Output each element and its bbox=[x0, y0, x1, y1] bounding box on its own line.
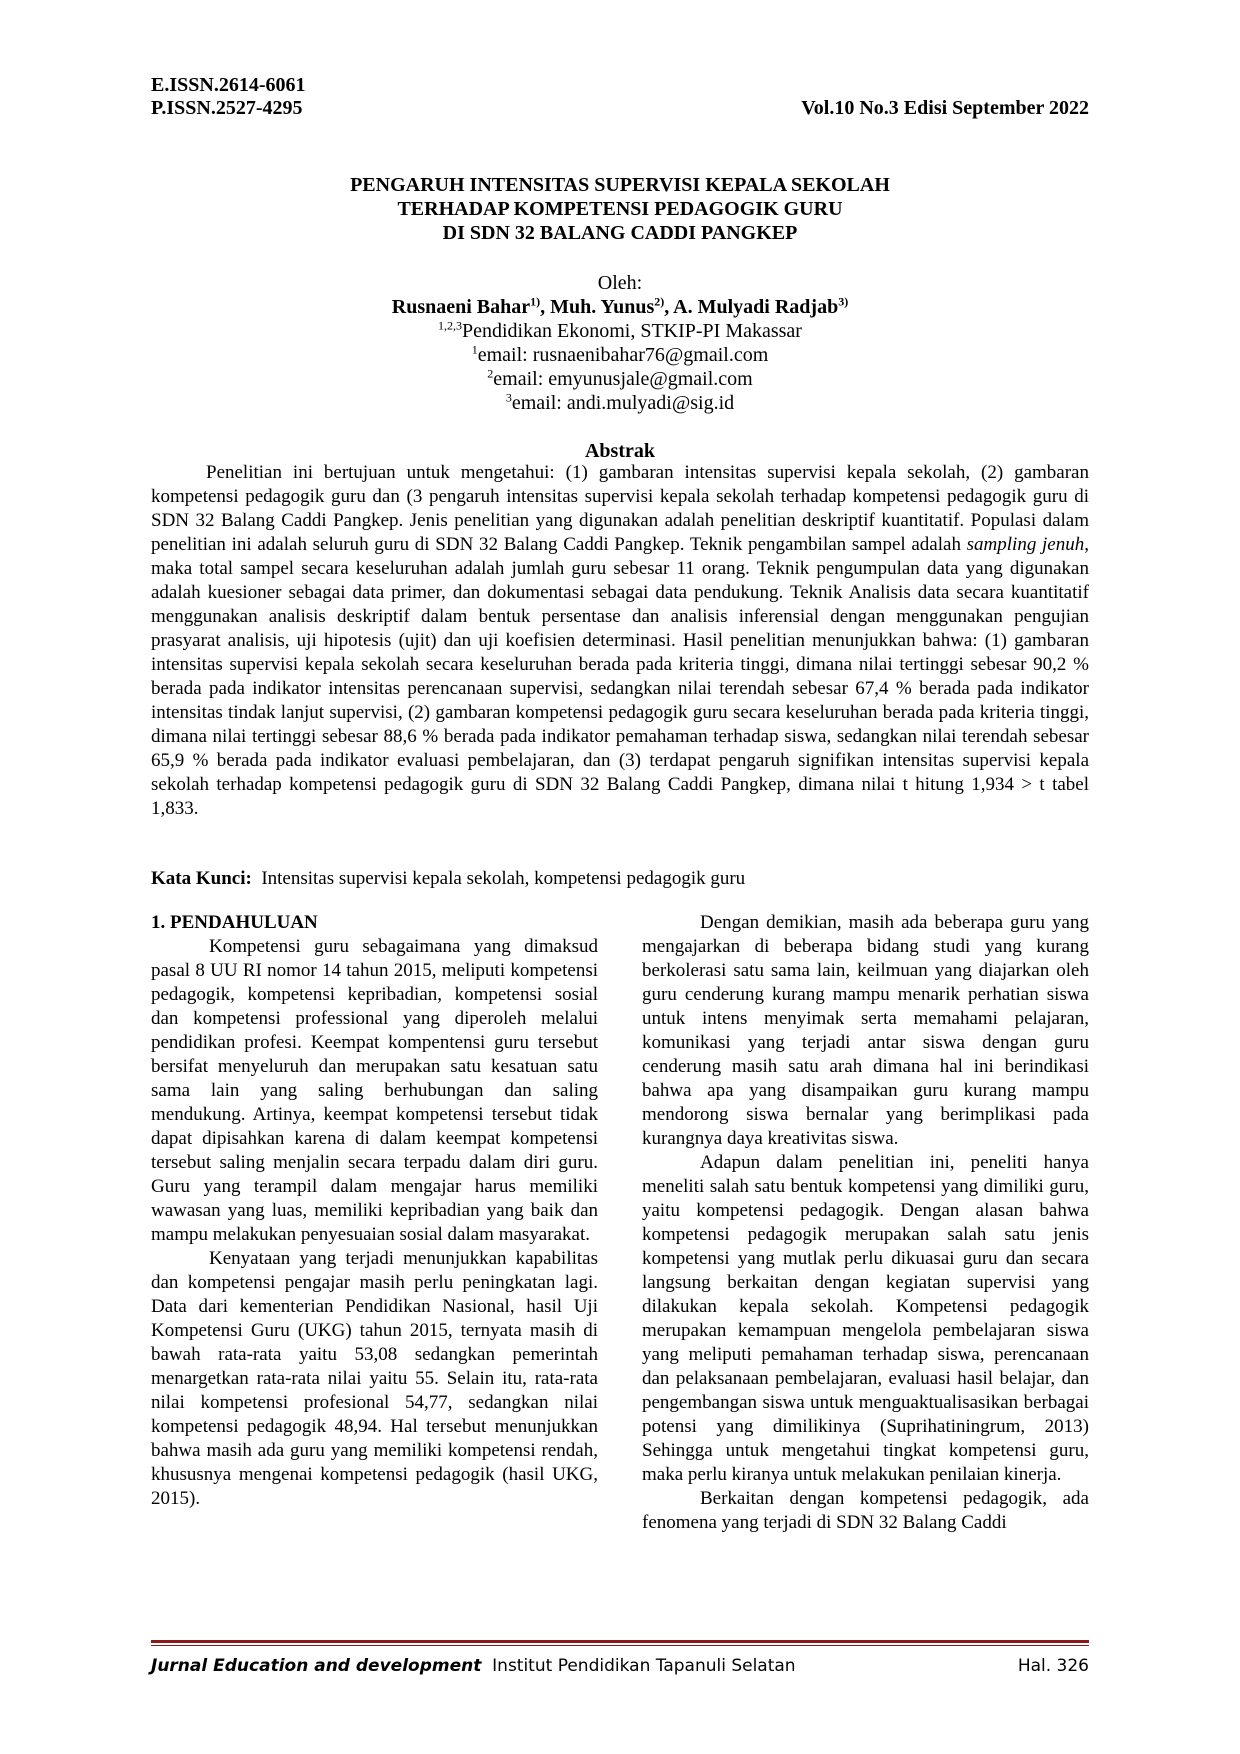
affiliation bbox=[151, 319, 1089, 343]
affiliation-text: Pendidikan Ekonomi, STKIP-PI Makassar bbox=[462, 320, 802, 342]
by-label: Oleh: bbox=[597, 272, 643, 294]
keywords-text: Intensitas supervisi kepala sekolah, kompetensi pedagogik guru bbox=[251, 868, 746, 889]
volume-info: Vol.10 No.3 Edisi September 2022 bbox=[801, 97, 1089, 119]
keywords bbox=[151, 868, 1089, 890]
footer-divider-thin bbox=[151, 1645, 1089, 1646]
footer-left bbox=[151, 1656, 796, 1676]
page-number: Hal. 326 bbox=[1017, 1656, 1089, 1676]
email-2 bbox=[151, 367, 1089, 391]
author-3: , A. Mulyadi Radjab bbox=[664, 296, 839, 318]
section-heading: 1. PENDAHULUAN bbox=[151, 912, 318, 933]
paragraph: Adapun dalam penelitian ini, peneliti hanya meneliti salah satu bentuk kompetensi yang dimiliki guru, yaitu kompetensi pedagogik. Dengan alasan bahwa kompetensi pedagogik merupakan salah satu jenis kompetensi yang mutlak perlu dikuasai guru dan secara langsung berkaitan dengan kegiatan supervisi yang dilakukan kepala sekolah. Kompetensi pedagogik merupakan kemampuan mengelola pembelajaran siswa yang meliputi pemahaman terhadap siswa, perencanaan dan pelaksanaan pembelajaran, evaluasi hasil belajar, dan pengembangan siswa untuk menguaktualisasikan berbagai potensi yang dimilikinya (Suprihatiningrum, 2013) Sehingga untuk mengetahui tingkat kompetensi guru, maka perlu kiranya untuk melakukan penilaian kinerja. bbox=[642, 1152, 1089, 1485]
footer-divider bbox=[151, 1640, 1089, 1643]
author-2: , Muh. Yunus bbox=[540, 296, 655, 318]
author-names bbox=[151, 295, 1089, 319]
page-footer bbox=[151, 1656, 1089, 1676]
author-2-sup: 2) bbox=[654, 294, 665, 309]
author-block bbox=[151, 271, 1089, 415]
email-2-text: email: emyunusjale@gmail.com bbox=[493, 368, 753, 390]
email-1 bbox=[151, 343, 1089, 367]
abstract-text bbox=[151, 461, 1089, 821]
article-title bbox=[151, 173, 1089, 245]
institution-name: Institut Pendidikan Tapanuli Selatan bbox=[481, 1656, 796, 1676]
email-3 bbox=[151, 391, 1089, 415]
pissn: P.ISSN.2527-4295 bbox=[151, 97, 303, 119]
title-line-3: DI SDN 32 BALANG CADDI PANGKEP bbox=[442, 222, 798, 244]
email-3-text: email: andi.mulyadi@sig.id bbox=[511, 392, 735, 414]
journal-name: Jurnal Education and development bbox=[151, 1656, 482, 1676]
paragraph: Kompetensi guru sebagaimana yang dimaksud pasal 8 UU RI nomor 14 tahun 2015, meliputi kompetensi pedagogik, kompetensi kepribadian, kompetensi sosial dan kompetensi professional yang diperoleh melalui pendidikan profesi. Keempat kompentensi guru tersebut bersifat menyeluruh dan merupakan satu kesatuan satu sama lain yang saling berhubungan dan saling mendukung. Artinya, keempat kompetensi tersebut tidak dapat dipisahkan karena di dalam keempat kompetensi tersebut saling menjalin secara terpadu dalam diri guru. Guru yang terampil dalam mengajar harus memiliki wawasan yang luas, memiliki kepribadian yang baik dan mampu melakukan penyesuaian sosial dalam masyarakat. bbox=[151, 936, 598, 1245]
affiliation-sup: 1,2,3 bbox=[438, 318, 462, 333]
abstract-part-2: , maka total sampel secara keseluruhan adalah jumlah guru sebesar 11 orang. Teknik pengumpulan data yang digunakan adalah kuesioner sebagai data primer, dan dokumentasi sebagai data pendukung. Teknik Analisis data secara kuantitatif menggunakan analisis deskriptif dalam bentuk persentase dan analisis inferensial dengan menggunakan pengujian prasyarat analisis, uji hipotesis (ujit) dan uji koefisien determinasi. Hasil penelitian menunjukkan bahwa: (1) gambaran intensitas supervisi kepala sekolah secara keseluruhan berada pada kriteria tinggi, dimana nilai tertinggi sebesar 90,2 % berada pada indikator intensitas perencanaan supervisi, sedangkan nilai terendah sebesar 67,4 % berada pada indikator intensitas tindak lanjut supervisi, (2) gambaran kompetensi pedagogik guru secara keseluruhan berada pada kriteria tinggi, dimana nilai tertinggi sebesar 88,6 % berada pada indikator pemahaman terhadap siswa, sedangkan nilai terendah sebesar 65,9 % berada pada indikator evaluasi pembelajaran, dan (3) terdapat pengaruh signifikan intensitas supervisi kepala sekolah terhadap kompetensi pedagogik guru di SDN 32 Balang Caddi Pangkep, dimana nilai t hitung 1,934 > t tabel 1,833. bbox=[151, 534, 1089, 819]
keywords-label: Kata Kunci: bbox=[151, 868, 252, 889]
email-3-sup: 3 bbox=[505, 390, 512, 405]
body-column-left bbox=[151, 911, 598, 1511]
eissn: E.ISSN.2614-6061 bbox=[151, 74, 306, 96]
email-1-sup: 1 bbox=[471, 342, 478, 357]
abstract-italic: sampling jenuh bbox=[966, 534, 1085, 555]
email-1-text: email: rusnaenibahar76@gmail.com bbox=[477, 344, 769, 366]
paragraph: Kenyataan yang terjadi menunjukkan kapabilitas dan kompetensi pengajar masih perlu peningkatan lagi. Data dari kementerian Pendidikan Nasional, hasil Uji Kompetensi Guru (UKG) tahun 2015, ternyata masih di bawah rata-rata yaitu 53,08 sedangkan pemerintah menargetkan rata-rata nilai yaitu 55. Selain itu, rata-rata nilai kompetensi profesional 54,77, sedangkan nilai kompetensi pedagogik 48,94. Hal tersebut menunjukkan bahwa masih ada guru yang memiliki kompetensi rendah, khususnya mengenai kompetensi pedagogik (hasil UKG, 2015). bbox=[151, 1248, 598, 1509]
email-2-sup: 2 bbox=[487, 366, 494, 381]
author-1-sup: 1) bbox=[530, 294, 541, 309]
paragraph: Berkaitan dengan kompetensi pedagogik, ada fenomena yang terjadi di SDN 32 Balang Caddi bbox=[642, 1488, 1089, 1533]
paragraph: Dengan demikian, masih ada beberapa guru yang mengajarkan di beberapa bidang studi yang kurang berkolerasi satu sama lain, keilmuan yang diajarkan oleh guru cenderung kurang mampu menarik perhatian siswa untuk intens menyimak serta memahami pelajaran, komunikasi yang terjadi antar siswa dengan guru cenderung masih satu arah dimana hal ini berindikasi bahwa apa yang disampaikan guru kurang mampu mendorong siswa bernalar yang berimplikasi pada kurangnya daya kreativitas siswa. bbox=[642, 912, 1089, 1149]
abstract-part-1: Penelitian ini bertujuan untuk mengetahui: (1) gambaran intensitas supervisi kepala sekolah, (2) gambaran kompetensi pedagogik guru dan (3 pengaruh intensitas supervisi kepala sekolah terhadap kompetensi pedagogik guru di SDN 32 Balang Caddi Pangkep. Jenis penelitian yang digunakan adalah penelitian deskriptif kuantitatif. Populasi dalam penelitian ini adalah seluruh guru di SDN 32 Balang Caddi Pangkep. Teknik pengambilan sampel adalah bbox=[151, 462, 1089, 555]
author-3-sup: 3) bbox=[838, 294, 849, 309]
body-column-right bbox=[642, 911, 1089, 1535]
abstract-heading: Abstrak bbox=[584, 440, 655, 462]
title-line-2: TERHADAP KOMPETENSI PEDAGOGIK GURU bbox=[397, 198, 843, 220]
page-header bbox=[151, 74, 1089, 120]
author-1: Rusnaeni Bahar bbox=[391, 296, 531, 318]
title-line-1: PENGARUH INTENSITAS SUPERVISI KEPALA SEKOLAH bbox=[350, 174, 890, 196]
